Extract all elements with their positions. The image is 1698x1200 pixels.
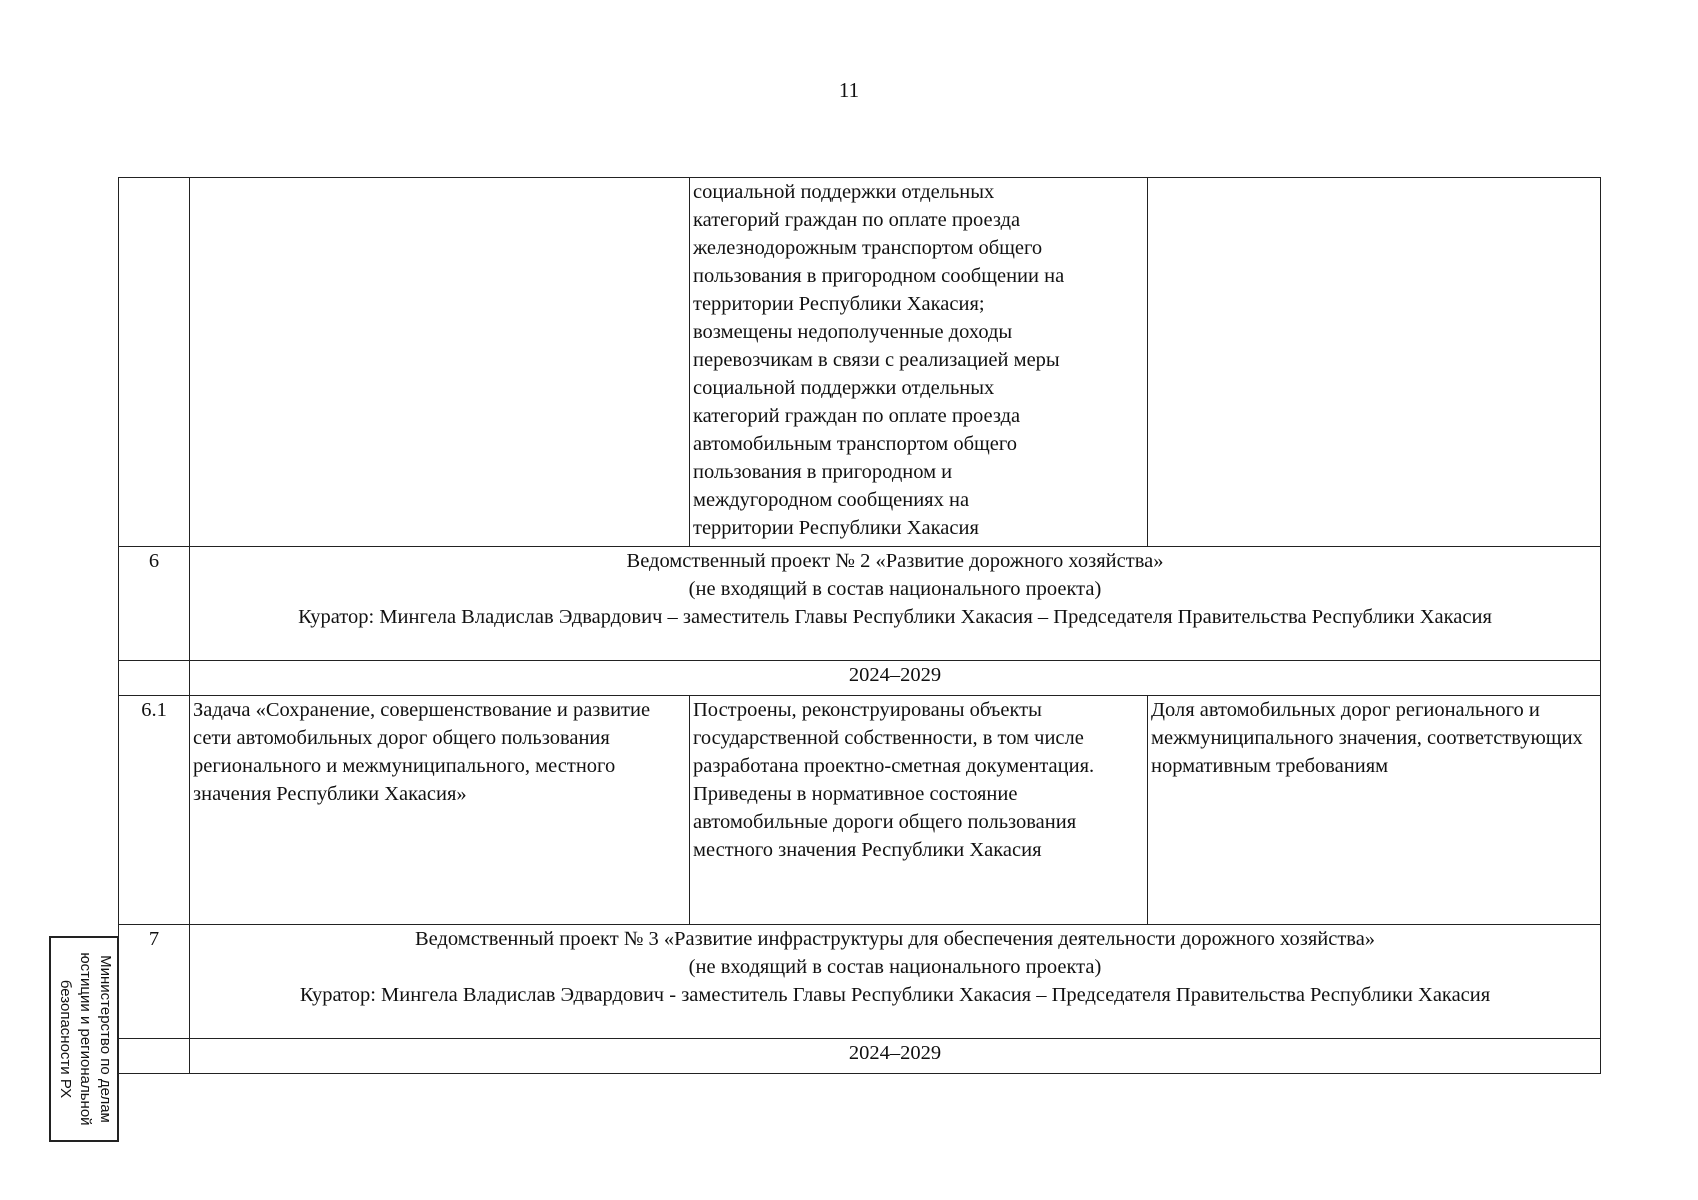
table-row-task-6-1 (119, 696, 1601, 925)
indicator-text: Доля автомобильных дорог регионального и межмуниципального значения, соответствующих нормативным требованиям (1148, 696, 1601, 925)
number-cell (119, 1039, 190, 1074)
results-cell: социальной поддержки отдельных категорий граждан по оплате проезда железнодорожным транспортом общего пользования в пригородном сообщении на территории Республики Хакасия; возмещены недополученные доходы перевозчикам в связи с реализацией меры социальной поддержки отдельных категорий граждан по оплате проезда автомобильным транспортом общего пользования в пригородном и междугородном сообщениях на территории Республики Хакасия (690, 178, 1148, 547)
project-header (190, 925, 1601, 1039)
project-period: 2024–2029 (190, 1039, 1601, 1074)
table-row-continuation (119, 178, 1601, 547)
results-text: Построены, реконструированы объекты государственной собственности, в том числе разработана проектно-сметная документация. Приведены в нормативное состояние автомобильные дороги общего пользования местного значения Республики Хакасия (690, 696, 1148, 925)
ministry-stamp (44, 933, 124, 1145)
page-number: 11 (838, 78, 860, 102)
number-cell (119, 178, 190, 547)
document-table (118, 177, 1601, 1074)
row-number: 7 (119, 925, 190, 1039)
table-row-period-7 (119, 1039, 1601, 1074)
indicator-cell (1148, 178, 1601, 547)
table-row-period-6 (119, 661, 1601, 696)
project-header (190, 547, 1601, 661)
number-cell (119, 661, 190, 696)
project-note: (не входящий в состав национального проекта) (688, 956, 1102, 978)
project-period: 2024–2029 (190, 661, 1601, 696)
table-row-project-7 (119, 925, 1601, 1039)
stamp-text: Министерство по делам юстиции и региональной безопасности РХ (49, 936, 119, 1142)
task-text: Задача «Сохранение, совершенствование и развитие сети автомобильных дорог общего пользования регионального и межмуниципального, местного значения Республики Хакасия» (190, 696, 690, 925)
row-number: 6 (119, 547, 190, 661)
project-title: Ведомственный проект № 2 «Развитие дорожного хозяйства» (626, 550, 1164, 572)
table-row-project-6 (119, 547, 1601, 661)
project-note: (не входящий в состав национального проекта) (688, 578, 1102, 600)
task-cell (190, 178, 690, 547)
project-curator: Куратор: Мингела Владислав Эдвардович – заместитель Главы Республики Хакасия – Председателя Правительства Республики Хакасия (298, 606, 1492, 628)
row-number: 6.1 (119, 696, 190, 925)
project-curator: Куратор: Мингела Владислав Эдвардович - заместитель Главы Республики Хакасия – Председателя Правительства Республики Хакасия (299, 984, 1491, 1006)
project-title: Ведомственный проект № 3 «Развитие инфраструктуры для обеспечения деятельности дорожного хозяйства» (414, 928, 1376, 950)
